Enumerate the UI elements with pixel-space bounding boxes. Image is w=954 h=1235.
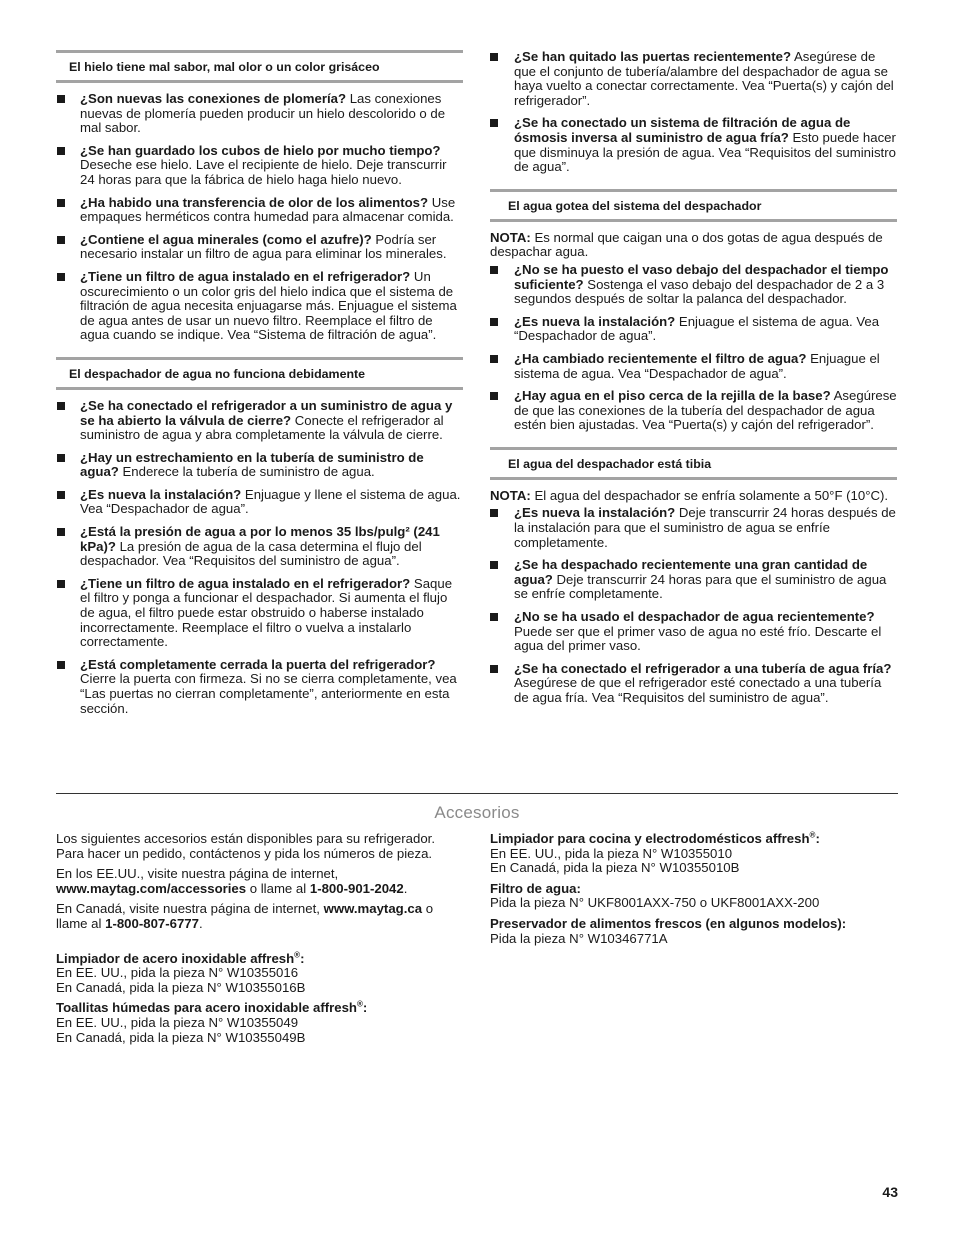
item-question: ¿Está la presión de agua a por lo menos 35 lbs/pulg² (241 kPa)? (80, 524, 440, 554)
canada-contact-text: o llame al (56, 901, 434, 931)
list-item (490, 662, 897, 706)
item-question: ¿Se ha conectado un sistema de filtración de agua de ósmosis inversa al suministro de agua fría? (514, 115, 851, 145)
accessory-item (56, 1001, 466, 1045)
note-label: NOTA: (490, 487, 531, 503)
item-answer: Un oscurecimiento o un color gris del hielo indica que el sistema de filtración de agua necesita enjuagarse más. Enjuague el sistema de agua antes de usar un nuevo filtro. Reemplace el filtro de agua cuando se indique. Vea “Sistema de filtración de agua”. (80, 268, 457, 343)
item-answer: Puede ser que el primer vaso de agua no esté frío. Descarte el agua del primer vaso. (514, 623, 882, 654)
canada-contact (56, 902, 466, 931)
us-contact-text: En los EE.UU., visite nuestra página de internet, (56, 866, 339, 882)
item-list (490, 50, 897, 175)
note-text: El agua del despachador se enfría solamente a 50°F (10°C). (530, 487, 889, 503)
punctuation: : (300, 950, 305, 966)
accessory-title (56, 952, 466, 967)
item-question: ¿Tiene un filtro de agua instalado en el refrigerador? (80, 575, 411, 591)
item-answer: Deje transcurrir 24 horas después de la instalación para que el suministro de agua se enfríe completamente. (514, 505, 896, 550)
section-water-warm (490, 447, 897, 706)
item-question: ¿Tiene un filtro de agua instalado en el refrigerador? (80, 268, 411, 284)
section-ice-taste (56, 50, 463, 343)
us-phone-number: 1-800-901-2042 (309, 880, 404, 896)
square-bullet-icon (57, 95, 65, 103)
section-heading: El agua gotea del sistema del despachador (490, 189, 897, 222)
item-question: ¿Se ha conectado el refrigerador a una tubería de agua fría? (514, 660, 892, 676)
square-bullet-icon (57, 491, 65, 499)
item-question: ¿Contiene el agua minerales (como el azufre)? (80, 231, 372, 247)
item-answer: Enjuague el sistema de agua. Vea “Despachador de agua”. (514, 350, 880, 381)
list-item (490, 50, 897, 108)
note-label: NOTA: (490, 229, 531, 245)
square-bullet-icon (490, 561, 498, 569)
square-bullet-icon (57, 402, 65, 410)
list-item (56, 658, 463, 716)
square-bullet-icon (490, 53, 498, 61)
item-list (490, 263, 897, 433)
item-list (56, 92, 463, 343)
list-item (56, 196, 463, 225)
item-answer: Conecte el refrigerador al suministro de agua y abra completamente la válvula de cierre. (80, 412, 444, 443)
canada-contact-text: En Canadá, visite nuestra página de internet, (56, 901, 324, 917)
item-answer: Asegúrese de que el refrigerador esté conectado a una tubería de agua fría. Vea “Requisitos del suministro de agua”. (514, 675, 882, 705)
item-question: ¿Hay agua en el piso cerca de la rejilla de la base? (514, 388, 831, 404)
accessory-part-line: Pida la pieza N° W10346771A (490, 930, 668, 946)
item-question: ¿Está completamente cerrada la puerta del refrigerador? (80, 656, 436, 672)
accessory-title (56, 1001, 466, 1016)
item-answer: Deseche ese hielo. Lave el recipiente de hielo. Deje transcurrir 24 horas para que la fábrica de hielo haga hielo nuevo. (80, 157, 447, 187)
item-answer: Cierre la puerta con firmeza. Si no se cierra completamente, vea “Las puertas no cierran completamente”, anteriormente en esta sección. (80, 671, 457, 716)
item-answer: Enderece la tubería de suministro de agua. (118, 464, 375, 480)
registered-mark: ® (809, 830, 816, 840)
list-item (490, 558, 897, 602)
square-bullet-icon (57, 454, 65, 462)
item-answer: Asegúrese de que el conjunto de tubería/alambre del despachador de agua se haya vuelto a conectar correctamente. Vea “Puerta(s) y cajón del refrigerador”. (514, 49, 894, 108)
section-heading: El despachador de agua no funciona debidamente (56, 357, 463, 390)
item-question: ¿Es nueva la instalación? (514, 313, 676, 329)
list-item (56, 144, 463, 188)
square-bullet-icon (490, 355, 498, 363)
accessory-part-line: En EE. UU., pida la pieza N° W10355016 (56, 965, 299, 981)
item-question: ¿Hay un estrechamiento en la tubería de suministro de agua? (80, 449, 424, 480)
punctuation: : (815, 831, 820, 846)
list-item (56, 451, 463, 480)
item-answer: Podría ser necesario instalar un filtro de agua para eliminar los minerales. (80, 231, 447, 262)
item-question: ¿Son nuevas las conexiones de plomería? (80, 91, 347, 106)
square-bullet-icon (490, 266, 498, 274)
accessories-left-column (56, 832, 466, 1051)
square-bullet-icon (57, 661, 65, 669)
accessory-name: Toallitas húmedas para acero inoxidable affresh (56, 1000, 357, 1016)
item-question: ¿Es nueva la instalación? (80, 486, 242, 502)
punctuation: : (362, 1000, 368, 1016)
square-bullet-icon (490, 665, 498, 673)
right-column (490, 50, 897, 720)
square-bullet-icon (57, 273, 65, 281)
list-item (490, 116, 897, 174)
us-contact (56, 867, 466, 896)
accessory-part-line: En Canadá, pida la pieza N° W10355049B (56, 1029, 306, 1045)
us-contact-text: o llame al (246, 880, 310, 896)
item-question: ¿Se han guardado los cubos de hielo por mucho tiempo? (80, 142, 441, 158)
list-item (490, 263, 897, 307)
section-water-drips (490, 189, 897, 433)
accessory-name: Limpiador de acero inoxidable affresh (56, 950, 295, 966)
item-question: ¿Se han quitado las puertas recientemente? (514, 49, 792, 64)
accessories-intro: Los siguientes accesorios están disponibles para su refrigerador. Para hacer un pedido, contáctenos y pida los números de pieza. (56, 831, 435, 861)
accessory-title (490, 832, 900, 847)
list-item (56, 577, 463, 650)
accessory-part-line: En Canadá, pida la pieza N° W10355010B (490, 860, 740, 876)
item-question: ¿Ha habido una transferencia de olor de los alimentos? (80, 194, 429, 210)
section-divider (56, 793, 898, 794)
accessory-part-line: En Canadá, pida la pieza N° W10355016B (56, 979, 306, 995)
accessory-title: Filtro de agua: (490, 880, 581, 896)
list-item (490, 389, 897, 433)
item-answer: Deje transcurrir 24 horas para que el suministro de agua se enfríe completamente. (514, 571, 887, 602)
list-item (490, 506, 897, 550)
punctuation: . (403, 880, 408, 896)
note (490, 231, 897, 260)
list-item (490, 352, 897, 381)
registered-mark: ® (356, 999, 363, 1009)
item-answer: Sostenga el vaso debajo del despachador de 2 a 3 segundos después de soltar la palanca del despachador. (514, 276, 885, 307)
square-bullet-icon (490, 318, 498, 326)
accessory-part-line: Pida la pieza N° UKF8001AXX-750 o UKF8001AXX-200 (490, 895, 820, 911)
item-answer: Asegúrese de que las conexiones de la tubería del despachador de agua estén bien ajustadas. Vea “Puerta(s) y cajón del refrigerador”. (514, 388, 897, 433)
accessories-right-column (490, 832, 900, 952)
item-answer: Esto puede hacer que disminuya la presión de agua. Vea “Requisitos del suministro de agua”. (514, 129, 896, 175)
accessory-item (490, 882, 900, 911)
item-question: ¿Es nueva la instalación? (514, 505, 676, 521)
item-answer: Use empaques herméticos contra humedad para almacenar comida. (80, 194, 456, 225)
page-number: 43 (882, 1184, 898, 1200)
punctuation: . (198, 915, 203, 931)
accessory-part-line: En EE. UU., pida la pieza N° W10355010 (490, 845, 733, 861)
list-item (56, 270, 463, 343)
item-list (56, 399, 463, 716)
registered-mark: ® (294, 950, 301, 960)
item-question: ¿Se ha despachado recientemente una gran cantidad de agua? (514, 557, 868, 587)
square-bullet-icon (57, 580, 65, 588)
item-answer: Enjuague y llene el sistema de agua. Vea “Despachador de agua”. (80, 486, 461, 517)
square-bullet-icon (57, 199, 65, 207)
square-bullet-icon (490, 613, 498, 621)
accessory-item (490, 832, 900, 876)
list-item (56, 399, 463, 443)
item-answer: La presión de agua de la casa determina el flujo del despachador. Vea “Requisitos del suministro de agua”. (80, 538, 422, 569)
list-item (490, 610, 897, 654)
item-list (490, 506, 897, 705)
square-bullet-icon (490, 119, 498, 127)
item-answer: Las conexiones nuevas de plomería pueden producir un hielo descolorido o de mal sabor. (80, 91, 446, 136)
us-website-link[interactable]: www.maytag.com/accessories (56, 880, 247, 896)
item-question: ¿No se ha puesto el vaso debajo del despachador el tiempo suficiente? (514, 261, 889, 292)
item-answer: Enjuague el sistema de agua. Vea “Despachador de agua”. (514, 313, 880, 344)
item-question: ¿No se ha usado el despachador de agua recientemente? (514, 609, 875, 625)
item-question: ¿Ha cambiado recientemente el filtro de agua? (514, 350, 807, 366)
list-item (490, 315, 897, 344)
list-item (56, 525, 463, 569)
square-bullet-icon (490, 509, 498, 517)
accessory-item (56, 952, 466, 996)
item-question: ¿Se ha conectado el refrigerador a un suministro de agua y se ha abierto la válvula de cierre? (80, 397, 453, 428)
accessory-item (490, 917, 900, 946)
accessory-title: Preservador de alimentos frescos (en algunos modelos): (490, 915, 847, 931)
accessory-part-line: En EE. UU., pida la pieza N° W10355049 (56, 1014, 299, 1030)
note-text: Es normal que caigan una o dos gotas de agua después de despachar agua. (490, 229, 883, 260)
item-answer: Saque el filtro y ponga a funcionar el despachador. Si aumenta el flujo de agua, el filtro puede estar obstruido o haberse instalado incorrectamente. Reemplace el filtro o vuelva a instalarlo correctamente. (80, 575, 453, 650)
canada-website-link[interactable]: www.maytag.ca (323, 901, 423, 917)
square-bullet-icon (57, 528, 65, 536)
section-dispenser-not-working (56, 357, 463, 716)
accessories-title: Accesorios (434, 803, 520, 822)
section-heading: El hielo tiene mal sabor, mal olor o un color grisáceo (56, 50, 463, 83)
canada-phone-number: 1-800-807-6777 (105, 915, 199, 931)
list-item (56, 233, 463, 262)
list-item (56, 488, 463, 517)
note (490, 489, 897, 504)
section-heading: El agua del despachador está tibia (490, 447, 897, 480)
square-bullet-icon (57, 236, 65, 244)
square-bullet-icon (57, 147, 65, 155)
list-item (56, 92, 463, 136)
accessory-name: Limpiador para cocina y electrodomésticos affresh (490, 831, 810, 846)
square-bullet-icon (490, 392, 498, 400)
left-column (56, 50, 463, 730)
